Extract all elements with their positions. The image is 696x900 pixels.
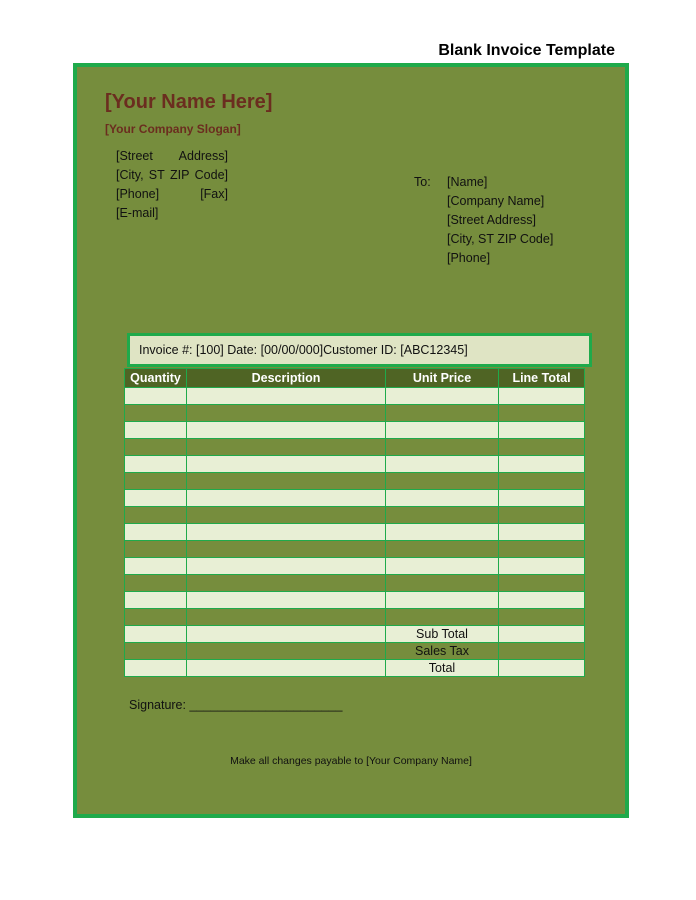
table-cell[interactable] xyxy=(386,592,499,609)
table-row xyxy=(125,388,585,405)
total-value[interactable] xyxy=(499,660,585,677)
table-cell[interactable] xyxy=(125,626,187,643)
table-row xyxy=(125,541,585,558)
table-cell[interactable] xyxy=(499,490,585,507)
table-cell[interactable] xyxy=(386,388,499,405)
table-row xyxy=(125,524,585,541)
subtotal-label: Sub Total xyxy=(386,626,499,643)
total-label: Total xyxy=(386,660,499,677)
table-cell[interactable] xyxy=(187,405,386,422)
address-text: [City, xyxy=(116,168,144,182)
address-text: ZIP xyxy=(169,168,190,182)
recipient-lines xyxy=(447,173,553,268)
signature-line: Signature: ______________________ xyxy=(129,698,343,712)
table-cell[interactable] xyxy=(499,439,585,456)
table-cell[interactable] xyxy=(187,643,386,660)
table-cell[interactable] xyxy=(125,660,187,677)
table-cell[interactable] xyxy=(187,626,386,643)
sales-tax-value[interactable] xyxy=(499,643,585,660)
table-cell[interactable] xyxy=(386,490,499,507)
address-street-row xyxy=(116,147,228,166)
table-cell[interactable] xyxy=(125,558,187,575)
table-cell[interactable] xyxy=(499,541,585,558)
table-cell[interactable] xyxy=(499,507,585,524)
table-cell[interactable] xyxy=(187,422,386,439)
table-row xyxy=(125,422,585,439)
document-title: Blank Invoice Template xyxy=(438,42,615,59)
table-row xyxy=(125,558,585,575)
summary-row xyxy=(125,660,585,677)
invoice-info-bar xyxy=(127,333,592,367)
table-cell[interactable] xyxy=(187,439,386,456)
table-cell[interactable] xyxy=(125,592,187,609)
table-cell[interactable] xyxy=(386,456,499,473)
table-cell[interactable] xyxy=(125,507,187,524)
table-cell[interactable] xyxy=(499,405,585,422)
table-row xyxy=(125,456,585,473)
table-row xyxy=(125,592,585,609)
column-header-description: Description xyxy=(187,369,386,388)
table-cell[interactable] xyxy=(125,388,187,405)
table-cell[interactable] xyxy=(125,541,187,558)
column-header-quantity: Quantity xyxy=(125,369,187,388)
table-cell[interactable] xyxy=(386,473,499,490)
table-cell[interactable] xyxy=(187,609,386,626)
subtotal-value[interactable] xyxy=(499,626,585,643)
table-cell[interactable] xyxy=(125,524,187,541)
summary-row xyxy=(125,643,585,660)
table-cell[interactable] xyxy=(386,558,499,575)
table-row xyxy=(125,609,585,626)
table-row xyxy=(125,507,585,524)
recipient-line: [City, ST ZIP Code] xyxy=(447,232,554,246)
address-city-row xyxy=(116,166,228,185)
table-cell[interactable] xyxy=(499,575,585,592)
recipient-line: [Phone] xyxy=(447,251,491,265)
line-items-body xyxy=(125,388,585,677)
payable-note: Make all changes payable to [Your Company Name] xyxy=(230,755,472,767)
address-text: Code] xyxy=(194,168,228,182)
sales-tax-label: Sales Tax xyxy=(386,643,499,660)
recipient-line: [Street Address] xyxy=(447,213,536,227)
table-cell[interactable] xyxy=(499,473,585,490)
invoice-info-text: Invoice #: [100] Date: [00/00/000]Customer ID: [ABC12345] xyxy=(139,343,468,357)
table-cell[interactable] xyxy=(499,422,585,439)
table-header-row xyxy=(125,369,585,388)
table-cell[interactable] xyxy=(386,541,499,558)
table-cell[interactable] xyxy=(125,439,187,456)
table-cell[interactable] xyxy=(125,405,187,422)
recipient-label: To: xyxy=(414,175,431,189)
table-cell[interactable] xyxy=(499,524,585,541)
sender-name: [Your Name Here] xyxy=(105,91,273,113)
table-cell[interactable] xyxy=(187,592,386,609)
table-cell[interactable] xyxy=(125,609,187,626)
table-cell[interactable] xyxy=(187,456,386,473)
invoice-frame xyxy=(73,63,629,818)
table-cell[interactable] xyxy=(125,456,187,473)
table-cell[interactable] xyxy=(499,609,585,626)
table-cell[interactable] xyxy=(499,558,585,575)
table-cell[interactable] xyxy=(125,643,187,660)
table-cell[interactable] xyxy=(187,473,386,490)
table-cell[interactable] xyxy=(499,592,585,609)
table-row xyxy=(125,439,585,456)
table-cell[interactable] xyxy=(187,660,386,677)
table-row xyxy=(125,405,585,422)
table-cell[interactable] xyxy=(187,541,386,558)
table-cell[interactable] xyxy=(499,456,585,473)
table-cell[interactable] xyxy=(386,405,499,422)
address-email-row xyxy=(116,204,228,223)
column-header-line-total: Line Total xyxy=(499,369,585,388)
recipient-line: [Company Name] xyxy=(447,194,545,208)
table-row xyxy=(125,575,585,592)
table-cell[interactable] xyxy=(187,524,386,541)
table-cell[interactable] xyxy=(125,575,187,592)
column-header-unit-price: Unit Price xyxy=(386,369,499,388)
table-cell[interactable] xyxy=(386,575,499,592)
table-cell[interactable] xyxy=(386,524,499,541)
address-text: [Street xyxy=(116,149,153,163)
address-phone-row xyxy=(116,185,228,204)
address-text: [Fax] xyxy=(200,187,228,201)
address-text: Address] xyxy=(178,149,228,163)
summary-row xyxy=(125,626,585,643)
table-cell[interactable] xyxy=(187,558,386,575)
table-cell[interactable] xyxy=(187,388,386,405)
recipient-line: [Name] xyxy=(447,175,488,189)
table-cell[interactable] xyxy=(125,473,187,490)
table-cell[interactable] xyxy=(125,490,187,507)
table-cell[interactable] xyxy=(386,439,499,456)
company-slogan: [Your Company Slogan] xyxy=(105,122,241,136)
table-cell[interactable] xyxy=(386,422,499,439)
table-cell[interactable] xyxy=(187,575,386,592)
address-text: ST xyxy=(148,168,165,182)
table-cell[interactable] xyxy=(187,507,386,524)
table-cell[interactable] xyxy=(386,507,499,524)
address-text: [Phone] xyxy=(116,187,160,201)
address-text: [E-mail] xyxy=(116,206,159,220)
table-cell[interactable] xyxy=(499,388,585,405)
table-cell[interactable] xyxy=(125,422,187,439)
sender-address xyxy=(116,147,228,223)
table-row xyxy=(125,473,585,490)
table-cell[interactable] xyxy=(187,490,386,507)
line-items-table xyxy=(124,368,585,677)
table-cell[interactable] xyxy=(386,609,499,626)
table-row xyxy=(125,490,585,507)
